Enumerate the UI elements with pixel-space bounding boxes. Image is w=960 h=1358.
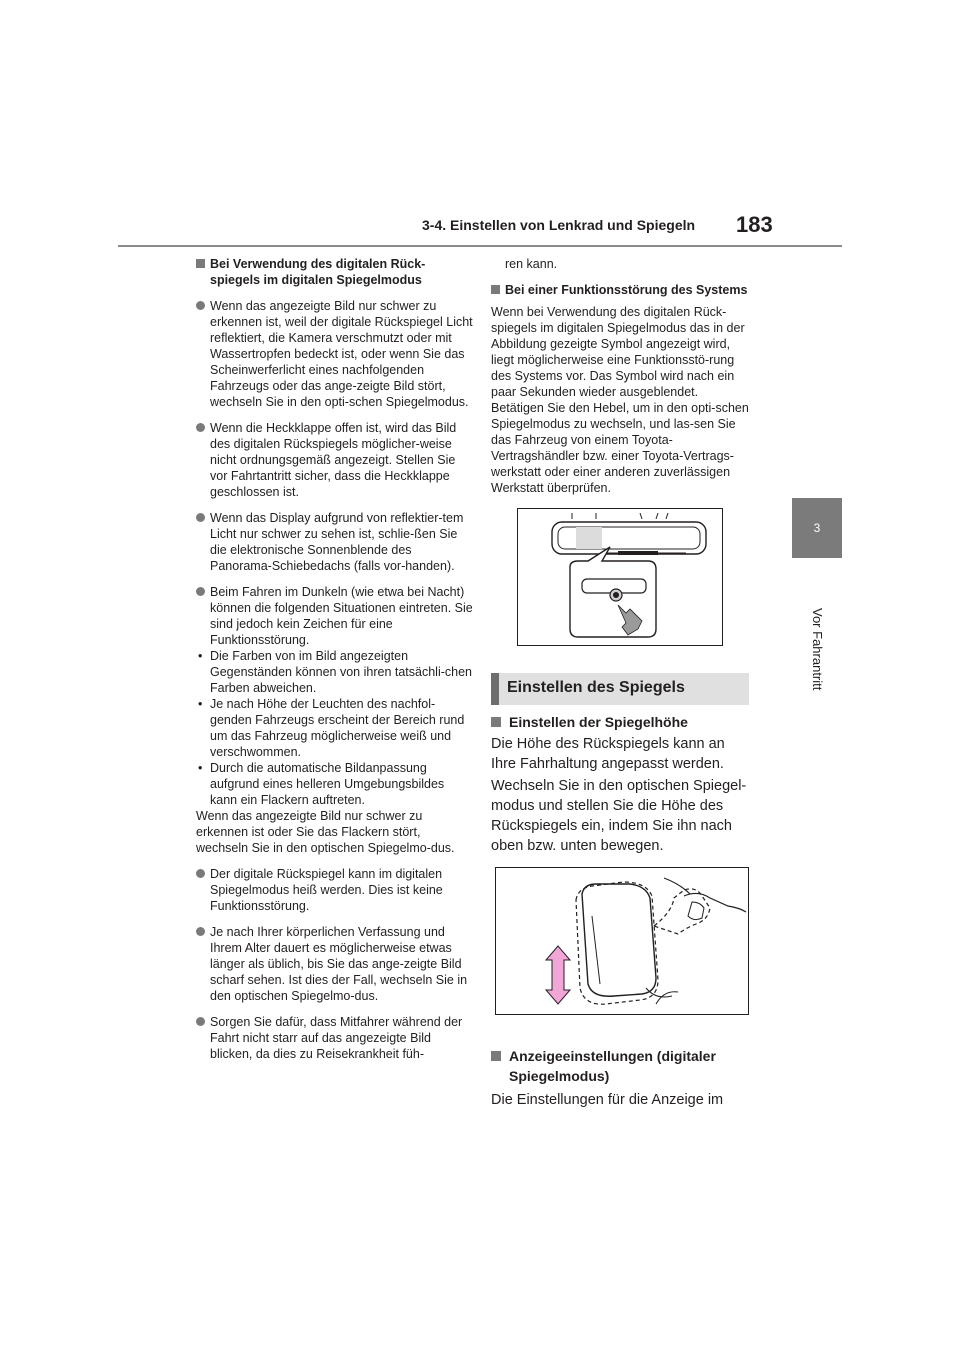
paragraph-mirror-height-1: Die Höhe des Rückspiegels kann an Ihre Fahrhaltung angepasst werden. <box>491 736 725 772</box>
paragraph-mirror-height-2: Wechseln Sie in den optischen Spiegel-modus und stellen Sie die Höhe des Rückspiegels ein, indem Sie ihn nach oben bzw. unten bewegen. <box>491 778 747 854</box>
square-bullet-icon <box>196 259 205 268</box>
section-header-band <box>491 673 749 705</box>
sub-list-item: • Durch die automatische Bildanpassung aufgrund eines helleren Umgebungsbildes kann ein Flackern auftreten. <box>198 761 445 807</box>
square-bullet-icon <box>491 1051 501 1061</box>
section-title: 3-4. Einstellen von Lenkrad und Spiegeln <box>422 217 696 233</box>
list-item: Wenn das angezeigte Bild nur schwer zu erkennen ist, weil der digitale Rückspiegel Licht reflektiert, die Kamera verschmutzt oder mit Wassertropfen bedeckt ist, oder wenn Sie das Scheinwerferlicht eines nachfolgenden Fahrzeugs oder das ange-zeigte Bild stört, wechseln Sie in den opti-schen Spiegelmodus. <box>196 298 474 410</box>
chapter-tab: 3 <box>792 498 842 558</box>
page-number: 183 <box>736 212 773 237</box>
sub-list-item: • Je nach Höhe der Leuchten des nachfol-genden Fahrzeugs erscheint der Bereich rund um das Fahrzeug möglicherweise weiß und verschwommen. <box>198 697 465 759</box>
list-item: Der digitale Rückspiegel kann im digitalen Spiegelmodus heiß werden. Dies ist keine Funktionsstörung. <box>196 866 474 914</box>
header-rule <box>118 245 842 247</box>
list-item: Je nach Ihrer körperlichen Verfassung und Ihrem Alter dauert es möglicherweise etwas länger als üblich, bis Sie das ange-zeigte Bild scharf sehen. Ist dies der Fall, wechseln Sie in den optischen Spiegelmo-dus. <box>196 924 474 1004</box>
paragraph: Wenn das angezeigte Bild nur schwer zu erkennen ist oder Sie das Flackern stört, wechseln Sie in den optischen Spiegelmo-dus. <box>196 809 455 855</box>
square-bullet-icon <box>491 717 501 727</box>
circle-bullet-icon <box>196 301 205 310</box>
heading-malfunction: Bei einer Funktionsstörung des Systems <box>491 282 751 298</box>
list-item: Sorgen Sie dafür, dass Mitfahrer während der Fahrt nicht starr auf das angezeigte Bild blicken, da dies zu Reisekrankheit füh- <box>196 1014 474 1062</box>
list-item: Wenn die Heckklappe offen ist, wird das Bild des digitalen Rückspiegels möglicher-weise nicht ordnungsgemäß angezeigt. Stellen Sie vor Fahrtantritt sicher, dass die Heckklappe geschlossen ist. <box>196 420 474 500</box>
heading-digital-mirror: Bei Verwendung des digitalen Rück-spiegels im digitalen Spiegelmodus <box>196 256 474 288</box>
sub-list-item: • Die Farben von im Bild angezeigten Gegenständen können von ihren tatsächli-chen Farben abweichen. <box>198 649 472 695</box>
chapter-label: Vor Fahrantritt <box>810 608 825 691</box>
paragraph-continuation: ren kann. <box>505 257 558 271</box>
heading-display-settings: Anzeigeeinstellungen (digitaler Spiegelmodus) <box>491 1046 753 1086</box>
circle-bullet-icon <box>196 423 205 432</box>
right-column <box>491 256 751 646</box>
mirror-adjust-icon <box>496 868 748 1014</box>
left-column <box>196 256 474 1072</box>
list-item: Beim Fahren im Dunkeln (wie etwa bei Nacht) können die folgenden Situationen eintreten. Sie sind jedoch kein Zeichen für eine Funktionsstörung. <box>196 584 474 648</box>
mirror-symbol-illustration <box>517 508 723 646</box>
circle-bullet-icon <box>196 513 205 522</box>
circle-bullet-icon <box>196 587 205 596</box>
heading-mirror-height: Einstellen der Spiegelhöhe <box>491 712 688 732</box>
mirror-warning-icon <box>518 509 722 645</box>
paragraph-display-settings: Die Einstellungen für die Anzeige im <box>491 1092 724 1108</box>
section-header-title: Einstellen des Spiegels <box>507 679 685 696</box>
paragraph: Wenn bei Verwendung des digitalen Rück-spiegels im digitalen Spiegelmodus das in der Abbildung gezeigte Symbol angezeigt wird, liegt möglicherweise eine Funktionsstö-rung des Systems vor. Das Symbol wird nach ein paar Sekunden wieder ausgeblendet. Betätigen Sie den Hebel, um in den opti-schen Spiegelmodus zu wechseln, und las-sen Sie das Fahrzeug von einem Toyota-Vertragshändler bzw. einer Toyota-Vertrags-werkstatt oder einer anderen zuverlässigen Werkstatt überprüfen. <box>491 305 749 495</box>
square-bullet-icon <box>491 285 500 294</box>
circle-bullet-icon <box>196 869 205 878</box>
circle-bullet-icon <box>196 927 205 936</box>
list-item: Wenn das Display aufgrund von reflektier-tem Licht nur schwer zu sehen ist, schlie-ßen Sie die elektronische Sonnenblende des Panorama-Schiebedachs (falls vor-handen). <box>196 510 474 574</box>
circle-bullet-icon <box>196 1017 205 1026</box>
mirror-height-illustration <box>495 867 749 1015</box>
